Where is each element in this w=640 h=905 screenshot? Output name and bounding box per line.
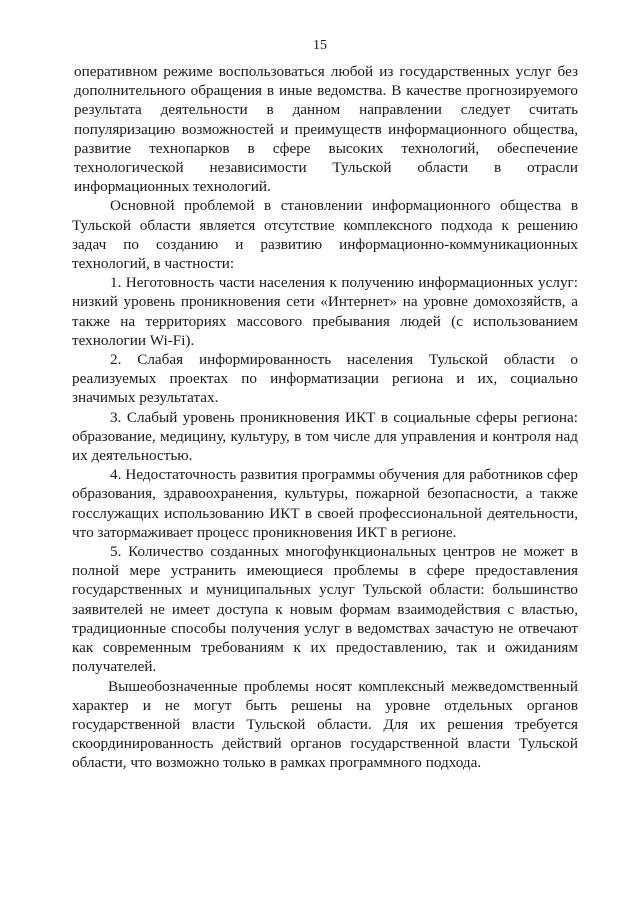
paragraph-conclusion: Вышеобозначенные проблемы носят комплексный межведомственный характер и не могут быть решены на уровне отдельных органов государственной власти Тульской области. Для их решения требуется скоординированность действий органов государственной власти Тульской области, что возможно только в рамках программного подхода. (72, 677, 578, 772)
list-item-2: 2. Слабая информированность населения Тульской области о реализуемых проектах по информатизации региона и их, социально значимых результатах. (72, 351, 578, 407)
page-number: 15 (313, 38, 327, 53)
paragraph-continuation: оперативном режиме воспользоваться любой из государственных услуг без дополнительного обращения в иные ведомства. В качестве прогнозируемого результата деятельности в данном направлении следует считать популяризацию возможностей и преимуществ информационного общества, развитие технопарков в сфере высоких технологий, обеспечение технологической независимости Тульской области в отрасли информационных технологий. (74, 63, 578, 196)
list-item-5: 5. Количество созданных многофункциональных центров не может в полной мере устранить имеющиеся проблемы в сфере предоставления государственных и муниципальных услуг Тульской области: большинство заявителей не имеет доступа к новым формам взаимодействия с властью, традиционные способы получения услуг в ведомствах зачастую не отвечают как современным требованиям к их предоставлению, так и ожиданиям получателей. (72, 543, 578, 676)
document-body (72, 62, 578, 773)
list-item-3: 3. Слабый уровень проникновения ИКТ в социальные сферы региона: образование, медицину, культуру, в том числе для управления и контроля над их деятельностью. (72, 408, 578, 465)
paragraph-main-problem: Основной проблемой в становлении информационного общества в Тульской области является отсутствие комплексного подхода к решению задач по созданию и развитию информационно-коммуникационных технологий, в частности: (72, 197, 578, 273)
list-item-1: 1. Неготовность части населения к получению информационных услуг: низкий уровень проникновения сети «Интернет» на уровне домохозяйств, а также на территориях массового пребывания людей (с использованием технологии Wi-Fi). (72, 274, 578, 349)
list-item-4: 4. Недостаточность развития программы обучения для работников сфер образования, здравоохранения, культуры, пожарной безопасности, а также госслужащих использованию ИКТ в своей профессиональной деятельности, что затормаживает процесс проникновения ИКТ в регионе. (72, 466, 578, 541)
